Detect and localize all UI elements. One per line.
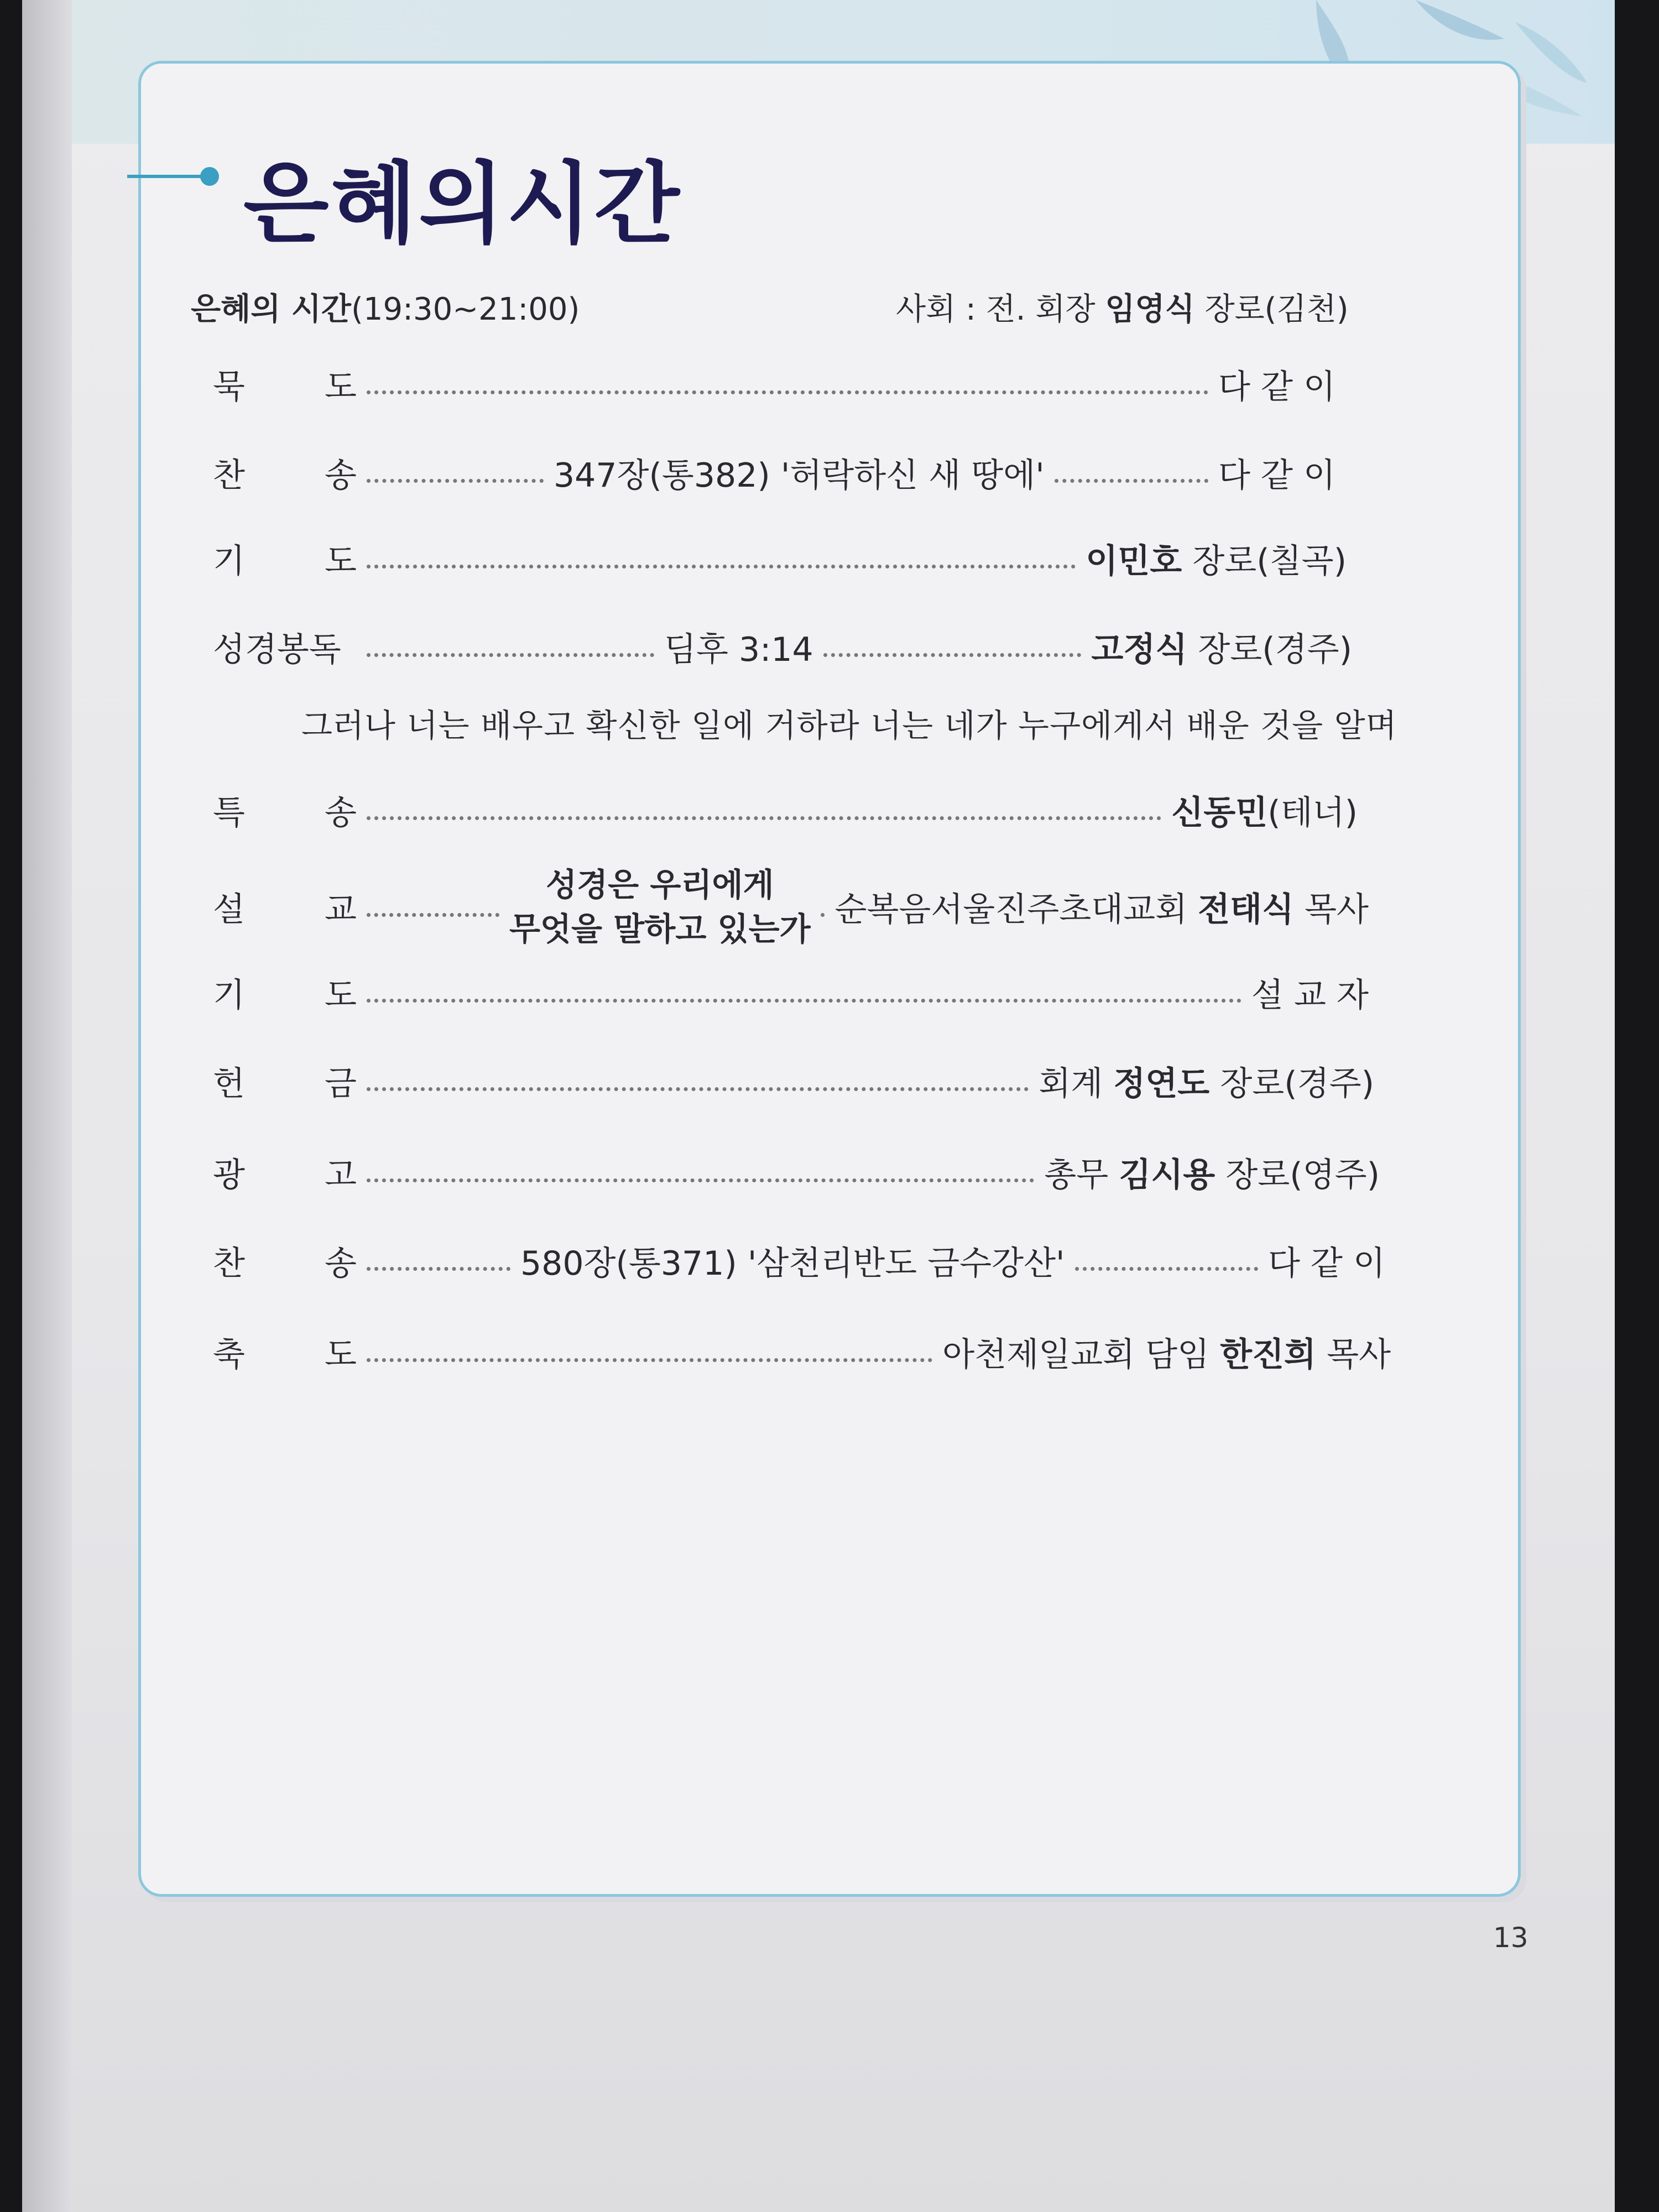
label-char: 도	[325, 1335, 357, 1374]
label-char: 송	[325, 456, 357, 495]
sermon-title	[509, 863, 811, 951]
performer-title: 장로(영주)	[1215, 1156, 1380, 1194]
program-row-hymn-2	[213, 1230, 1385, 1291]
row-label	[213, 1057, 357, 1105]
label-char: 도	[325, 976, 357, 1015]
row-performer	[1039, 1057, 1374, 1105]
dot-leader	[367, 479, 544, 483]
dot-leader	[367, 565, 1076, 568]
dot-leader	[367, 653, 654, 657]
session-name: 은혜의 시간	[191, 291, 351, 327]
performer-name: 정연도	[1113, 1065, 1210, 1103]
performer-title: 장로(경주)	[1209, 1065, 1374, 1103]
hymn-title: 580장(통371) '삼천리반도 금수강산'	[520, 1244, 1065, 1283]
row-performer: 다 같 이	[1267, 1244, 1385, 1283]
label-char: 기	[213, 976, 245, 1015]
program-row-closing-prayer	[213, 962, 1369, 1023]
row-label	[213, 361, 357, 408]
hymn-title: 347장(통382) '허락하신 새 땅에'	[554, 456, 1045, 495]
label-char: 기	[213, 542, 245, 581]
label-char: 설	[213, 890, 245, 929]
performer-role: 총무	[1044, 1156, 1119, 1194]
performer-title: 목사	[1294, 890, 1369, 929]
moderator-info	[896, 285, 1349, 329]
label-char: 광	[213, 1156, 245, 1194]
performer-title: 장로(칠곡)	[1182, 542, 1347, 581]
label-char: 교	[325, 890, 357, 929]
row-label	[213, 535, 357, 582]
row-performer	[1044, 1149, 1380, 1196]
label-char: 송	[325, 1244, 357, 1283]
dot-leader	[367, 1358, 932, 1362]
moderator-prefix: 사회 : 전. 회장	[896, 291, 1105, 327]
label-char: 찬	[213, 1244, 245, 1283]
scripture-reference: 딤후 3:14	[664, 630, 813, 669]
dot-leader	[367, 913, 499, 917]
performer-name: 전태식	[1198, 890, 1294, 929]
row-label	[213, 1149, 357, 1196]
booklet-page	[22, 0, 1615, 2212]
program-row-hymn-1	[213, 442, 1335, 503]
label-char: 도	[325, 368, 357, 406]
program-row-benediction	[213, 1322, 1391, 1383]
program-row-special-song	[213, 780, 1358, 841]
dot-leader	[367, 816, 1161, 820]
dot-leader	[367, 1267, 510, 1271]
dot-leader	[1055, 479, 1208, 483]
label-char: 금	[325, 1065, 357, 1103]
page-number: 13	[1493, 1922, 1528, 1954]
label-char: 묵	[213, 368, 245, 406]
dot-leader	[367, 1178, 1034, 1182]
performer-name: 고정식	[1091, 630, 1188, 669]
moderator-name: 임영식	[1105, 291, 1195, 327]
row-performer	[1171, 786, 1358, 834]
title-accent-line	[127, 175, 210, 178]
performer-title: 장로(경주)	[1187, 630, 1352, 669]
row-performer	[942, 1328, 1391, 1376]
row-label	[213, 1328, 357, 1376]
row-label: 성경봉독	[213, 630, 341, 669]
label-char: 찬	[213, 456, 245, 495]
row-label	[213, 786, 357, 834]
dot-leader	[823, 653, 1082, 657]
label-char: 축	[213, 1335, 245, 1374]
program-row-offering	[213, 1051, 1374, 1112]
row-label	[213, 969, 357, 1016]
performer-church: 순복음서울진주초대교회	[834, 890, 1198, 929]
row-label	[213, 449, 357, 497]
dot-leader	[367, 390, 1208, 394]
program-row-announcements	[213, 1142, 1380, 1203]
dot-leader	[1075, 1267, 1258, 1271]
scripture-verse: 그러나 너는 배우고 확신한 일에 거하라 너는 네가 누구에게서 배운 것을 알며	[301, 707, 1397, 744]
row-performer: 다 같 이	[1218, 456, 1335, 495]
program-row-prayer	[213, 528, 1347, 589]
row-label	[213, 1237, 357, 1285]
label-char: 헌	[213, 1065, 245, 1103]
book-spine-shadow	[22, 0, 72, 2212]
performer-church: 아천제일교회 담임	[942, 1335, 1220, 1374]
performer-title: 목사	[1316, 1335, 1391, 1374]
performer-name: 김시용	[1119, 1156, 1215, 1194]
performer-role: 회계	[1039, 1065, 1114, 1103]
performer-name: 신동민	[1171, 794, 1268, 832]
row-performer	[834, 883, 1369, 931]
dot-leader	[367, 1087, 1029, 1091]
row-performer: 다 같 이	[1218, 368, 1335, 406]
session-heading	[191, 285, 580, 329]
label-char: 특	[213, 794, 245, 832]
page-title: 은혜의시간	[243, 152, 682, 255]
program-row-silent-prayer	[213, 354, 1335, 415]
row-performer	[1091, 623, 1352, 671]
performer-name: 한진희	[1220, 1335, 1316, 1374]
performer-title: (테너)	[1267, 794, 1358, 832]
sermon-title-line: 무엇을 말하고 있는가	[509, 910, 811, 948]
session-time: (19:30~21:00)	[351, 291, 580, 327]
label-char: 송	[325, 794, 357, 832]
performer-name: 이민호	[1086, 542, 1182, 581]
program-row-scripture-reading	[213, 617, 1352, 677]
moderator-suffix: 장로(김천)	[1194, 291, 1349, 327]
program-row-sermon	[213, 863, 1369, 951]
row-performer	[1086, 535, 1347, 582]
row-performer: 설 교 자	[1251, 976, 1369, 1015]
dot-leader	[367, 999, 1241, 1003]
row-label	[213, 883, 357, 931]
label-char: 고	[325, 1156, 357, 1194]
title-accent-dot	[200, 167, 219, 186]
dot-leader	[821, 913, 825, 917]
label-char: 도	[325, 542, 357, 581]
sermon-title-line: 성경은 우리에게	[546, 866, 774, 904]
